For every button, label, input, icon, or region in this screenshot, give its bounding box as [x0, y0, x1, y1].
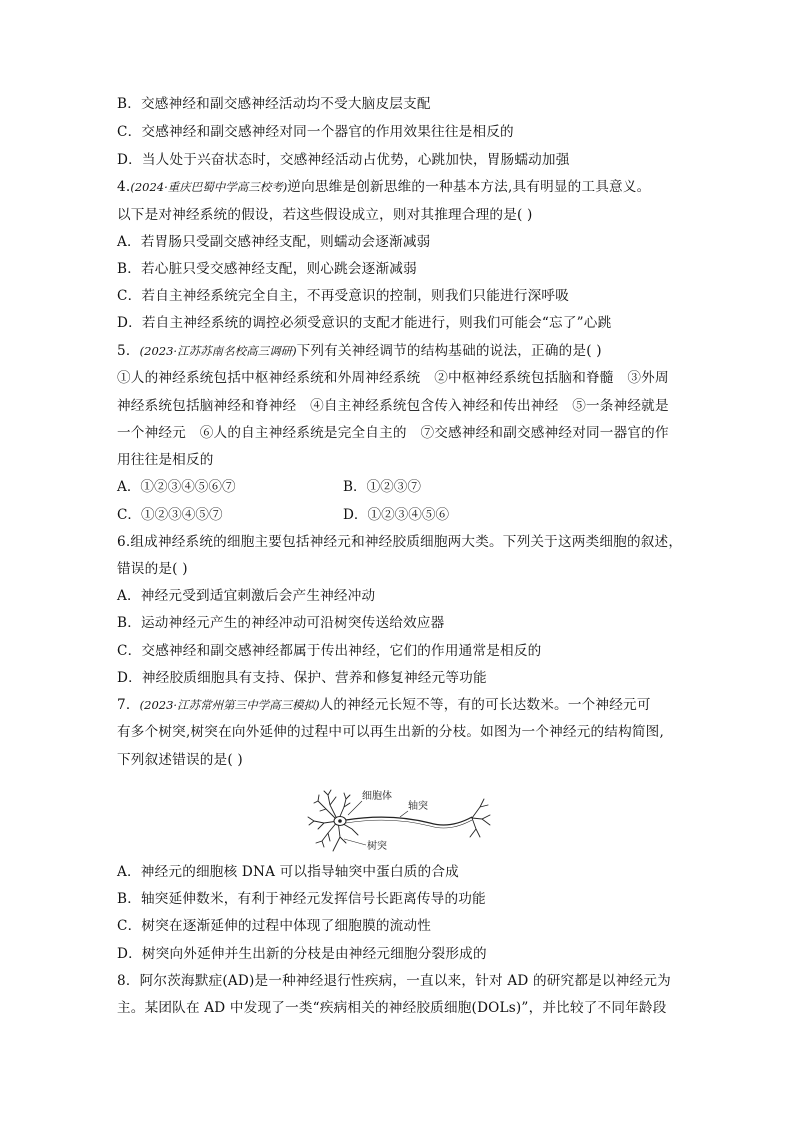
dendrite-label: 树突 — [367, 841, 387, 852]
q6-option-b: B．运动神经元产生的神经冲动可沿树突传送给效应器 — [117, 615, 445, 631]
axon-label: 轴突 — [408, 801, 428, 812]
q4-number: 4. — [117, 179, 131, 195]
q3-option-d: D．当人处于兴奋状态时，交感神经活动占优势，心跳加快，胃肠蠕动加强 — [117, 152, 570, 168]
q4-option-d: D．若自主神经系统的调控必须受意识的支配才能进行，则我们可能会“忘了”心跳 — [117, 315, 612, 331]
q6-stem-line-2: 错误的是( ) — [117, 561, 188, 577]
q7-stem-line-2: 有多个树突,树突在向外延伸的过程中可以再生出新的分枝。如图为一个神经元的结构简图, — [117, 724, 664, 740]
q5-statement-line-3: 一个神经元 ⑥人的自主神经系统是完全自主的 ⑦交感神经和副交感神经对同一器官的作 — [117, 425, 669, 441]
q7-option-a: A．神经元的细胞核 DNA 可以指导轴突中蛋白质的合成 — [117, 864, 459, 880]
q7-number: 7． — [117, 697, 140, 713]
q6-option-a: A．神经元受到适宜刺激后会产生神经冲动 — [117, 588, 376, 604]
q5-number: 5． — [117, 343, 140, 359]
q7-option-d: D．树突向外延伸并生出新的分枝是由神经元细胞分裂形成的 — [117, 946, 487, 962]
q3-option-c: C．交感神经和副交感神经对同一个器官的作用效果往往是相反的 — [117, 124, 514, 140]
q5-statement-line-1: ①人的神经系统包括中枢神经系统和外周神经系统 ②中枢神经系统包括脑和脊髓 ③外周 — [117, 370, 669, 386]
q4-option-a: A．若胃肠只受副交感神经支配，则蠕动会逐渐减弱 — [117, 234, 431, 250]
q7-stem-line-1 — [117, 695, 685, 715]
dendrite-leader — [344, 839, 366, 845]
nucleus-shape — [338, 819, 342, 823]
q3-option-b: B．交感神经和副交感神经活动均不受大脑皮层支配 — [117, 96, 431, 112]
q5-statement-line-4: 用往往是相反的 — [117, 452, 214, 468]
q7-option-b: B．轴突延伸数米，有利于神经元发挥信号长距离传导的功能 — [117, 891, 486, 907]
q4-stem-line-1 — [117, 177, 685, 197]
q7-option-c: C．树突在逐渐延伸的过程中体现了细胞膜的流动性 — [117, 918, 432, 934]
q6-stem-line-1: 6.组成神经系统的细胞主要包括神经元和神经胶质细胞两大类。下列关于这两类细胞的叙述， — [117, 534, 683, 550]
q8-stem-line-1: 8．阿尔茨海默症(AD)是一种神经退行性疾病，一直以来，针对 AD 的研究都是以神经元为 — [117, 973, 671, 989]
q4-option-b: B．若心脏只受交感神经支配，则心跳会逐渐减弱 — [117, 261, 417, 277]
q5-option-d: D．①②③④⑤⑥ — [343, 507, 450, 523]
q8-stem-line-2: 主。某团队在 AD 中发现了一类“疾病相关的神经胶质细胞(DOLs)”，并比较了不同年龄段 — [117, 1000, 667, 1016]
q5-option-a: A．①②③④⑤⑥⑦ — [117, 479, 236, 495]
q4-stem-line-2: 以下是对神经系统的假设，若这些假设成立，则对其推理合理的是( ) — [117, 207, 533, 223]
q4-stem-text: 逆向思维是创新思维的一种基本方法,具有明显的工具意义。 — [287, 179, 651, 195]
q5-statement-line-2: 神经系统包括脑神经和脊神经 ④自主神经系统包含传入神经和传出神经 ⑤一条神经就是 — [117, 398, 669, 414]
q7-stem-text: 人的神经元长短不等，有的可长达数米。一个神经元可 — [319, 697, 651, 713]
neuron-dendrites — [308, 790, 358, 851]
q4-option-c: C．若自主神经系统完全自主，不再受意识的控制，则我们只能进行深呼吸 — [117, 288, 569, 304]
q5-stem-text: 下列有关神经调节的结构基础的说法，正确的是( ) — [296, 343, 602, 359]
axon-leader — [400, 811, 408, 817]
q5-option-c: C．①②③④⑤⑦ — [117, 507, 223, 523]
axon-terminals — [470, 799, 490, 837]
cell-body-label: 细胞体 — [362, 791, 392, 802]
q5-stem-line-1 — [117, 341, 685, 361]
q6-option-d: D．神经胶质细胞具有支持、保护、营养和修复神经元等功能 — [117, 670, 487, 686]
q7-stem-line-3: 下列叙述错误的是( ) — [117, 752, 243, 768]
q4-source: (2024·重庆巴蜀中学高三校考) — [130, 180, 288, 194]
neuron-diagram — [300, 783, 500, 855]
q7-source: (2023·江苏常州第三中学高三模拟) — [139, 698, 320, 712]
q5-source: (2023·江苏苏南名校高三调研) — [139, 344, 297, 358]
q5-option-b: B．①②③⑦ — [343, 479, 421, 495]
q6-option-c: C．交感神经和副交感神经都属于传出神经，它们的作用通常是相反的 — [117, 643, 542, 659]
